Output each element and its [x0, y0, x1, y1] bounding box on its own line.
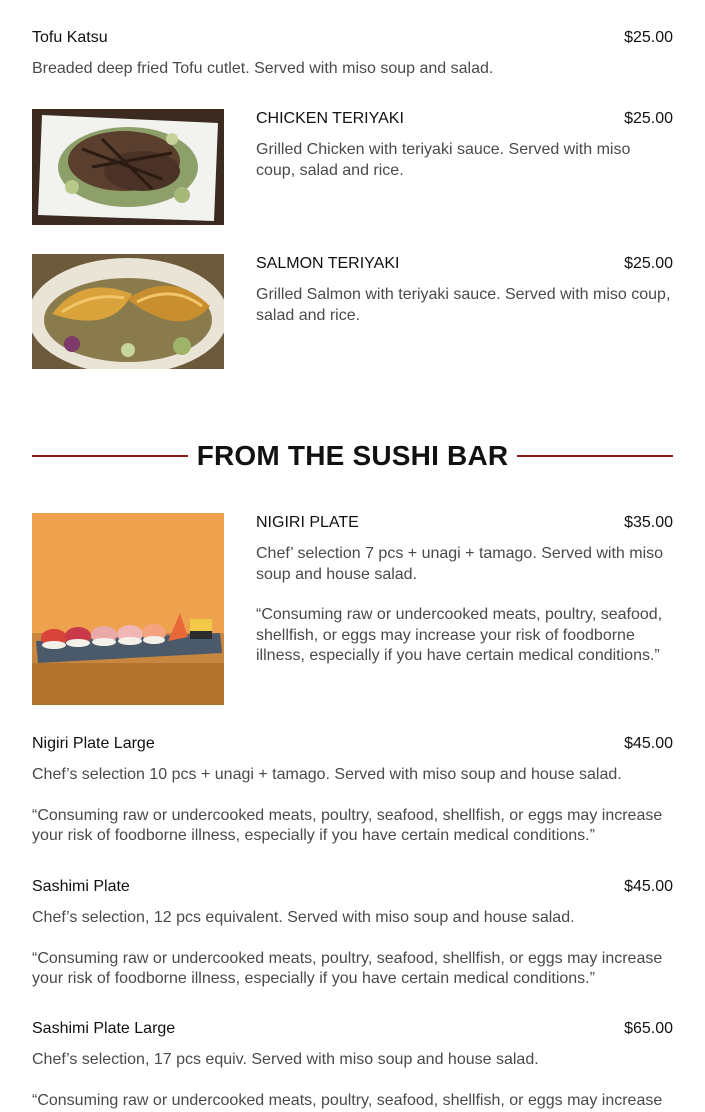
consumption-warning: “Consuming raw or undercooked meats, poultry, seafood, shellfish, or eggs may increase your risk of foodborne illness, especially if you have certain medical conditions.” — [32, 806, 663, 844]
menu-item-price: $25.00 — [624, 255, 673, 272]
menu-item-name: SALMON TERIYAKI — [256, 255, 400, 272]
menu-item-sashimi-plate — [32, 877, 673, 990]
menu-item-nigiri-plate — [256, 513, 673, 667]
menu-item-header — [32, 877, 673, 897]
menu-item-sashimi-plate-large — [32, 1019, 673, 1111]
menu-item-description: Grilled Salmon with teriyaki sauce. Served with miso coup, salad and rice. — [256, 286, 671, 324]
menu-item-description: Chef’s selection 10 pcs + unagi + tamago. Served with miso soup and house salad. — [32, 766, 622, 783]
section-title: FROM THE SUSHI BAR — [196, 440, 509, 471]
menu-item-name: Sashimi Plate — [32, 878, 130, 895]
menu-item-description: Chef’ selection 7 pcs + unagi + tamago. Served with miso soup and house salad. — [256, 545, 664, 583]
menu-item-price: $25.00 — [624, 110, 673, 127]
menu-item-salmon-teriyaki — [256, 254, 673, 326]
menu-item-chicken-teriyaki — [256, 109, 673, 181]
menu-item-name: CHICKEN TERIYAKI — [256, 110, 404, 127]
consumption-warning: “Consuming raw or undercooked meats, poultry, seafood, shellfish, or eggs may increase your risk of foodborne illness, especially if you have certain medical conditions.” — [32, 949, 663, 987]
menu-item-name: Nigiri Plate Large — [32, 735, 155, 752]
sushi-bar-section-heading — [32, 436, 673, 476]
menu-item-header — [32, 1019, 673, 1039]
menu-item-price: $35.00 — [624, 514, 673, 531]
consumption-warning: “Consuming raw or undercooked meats, poultry, seafood, shellfish, or eggs may increase — [32, 1091, 663, 1109]
salmon-teriyaki-photo — [32, 254, 224, 369]
menu-item-header — [32, 734, 673, 754]
menu-item-header — [256, 254, 673, 274]
menu-item-tofu-katsu — [32, 28, 673, 80]
menu-item-name: Tofu Katsu — [32, 29, 108, 46]
chicken-teriyaki-photo — [32, 109, 224, 225]
menu-item-name: NIGIRI PLATE — [256, 514, 359, 531]
menu-item-price: $45.00 — [624, 735, 673, 752]
menu-item-description: Grilled Chicken with teriyaki sauce. Served with miso coup, salad and rice. — [256, 141, 631, 179]
menu-item-price: $25.00 — [624, 29, 673, 46]
menu-item-header — [32, 28, 673, 48]
consumption-warning: “Consuming raw or undercooked meats, poultry, seafood, shellfish, or eggs may increase your risk of foodborne illness, especially if you have certain medical conditions.” — [256, 606, 663, 664]
heading-rule-left — [32, 455, 188, 457]
menu-item-description: Breaded deep fried Tofu cutlet. Served with miso soup and salad. — [32, 60, 494, 77]
menu-item-header — [256, 109, 673, 129]
nigiri-plate-photo — [32, 513, 224, 705]
menu-item-description: Chef’s selection, 12 pcs equivalent. Served with miso soup and house salad. — [32, 909, 575, 926]
heading-rule-right — [517, 455, 673, 457]
menu-item-price: $65.00 — [624, 1020, 673, 1037]
menu-item-description: Chef’s selection, 17 pcs equiv. Served with miso soup and house salad. — [32, 1051, 539, 1068]
menu-item-name: Sashimi Plate Large — [32, 1020, 176, 1037]
menu-item-nigiri-plate-large — [32, 734, 673, 847]
menu-item-price: $45.00 — [624, 878, 673, 895]
menu-item-header — [256, 513, 673, 533]
